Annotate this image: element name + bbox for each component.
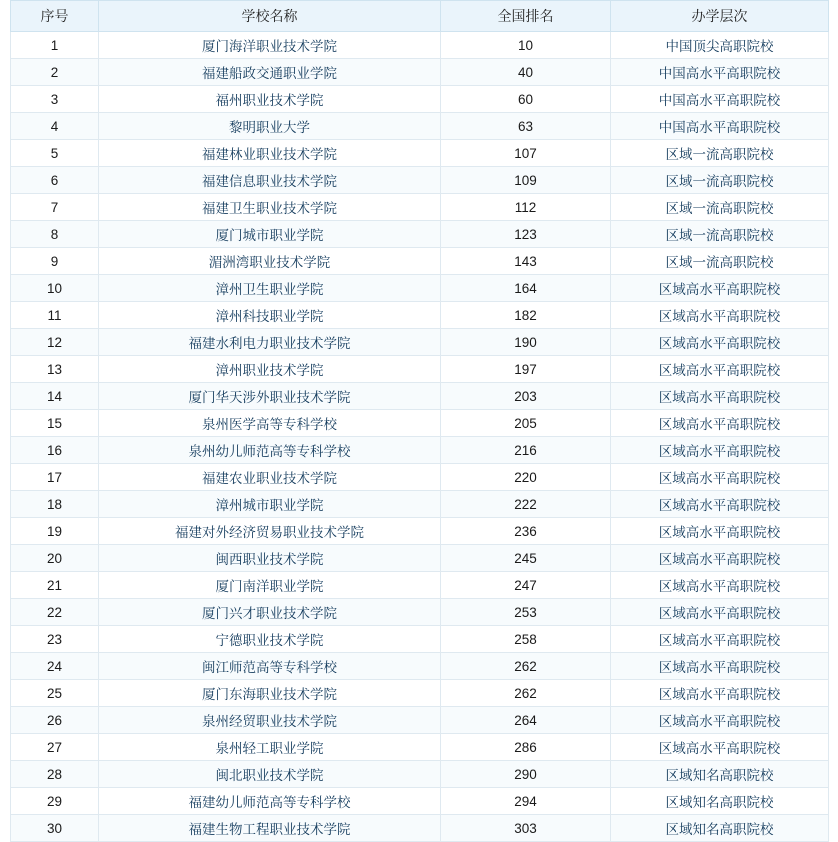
cell-school-name: 泉州幼儿师范高等专科学校 (99, 437, 441, 464)
cell-school-name: 漳州城市职业学院 (99, 491, 441, 518)
cell-national-rank: 63 (441, 113, 611, 140)
table-row (11, 275, 829, 302)
cell-level: 区域高水平高职院校 (611, 680, 829, 707)
cell-level: 区域高水平高职院校 (611, 599, 829, 626)
cell-index: 2 (11, 59, 99, 86)
table-row (11, 815, 829, 842)
cell-national-rank: 190 (441, 329, 611, 356)
cell-school-name: 湄洲湾职业技术学院 (99, 248, 441, 275)
cell-national-rank: 123 (441, 221, 611, 248)
cell-national-rank: 164 (441, 275, 611, 302)
cell-national-rank: 303 (441, 815, 611, 842)
cell-school-name: 厦门海洋职业技术学院 (99, 32, 441, 59)
cell-school-name: 厦门南洋职业学院 (99, 572, 441, 599)
cell-index: 6 (11, 167, 99, 194)
cell-national-rank: 264 (441, 707, 611, 734)
cell-national-rank: 143 (441, 248, 611, 275)
table-row (11, 734, 829, 761)
column-header-level: 办学层次 (611, 1, 829, 32)
cell-level: 区域一流高职院校 (611, 140, 829, 167)
cell-school-name: 闽江师范高等专科学校 (99, 653, 441, 680)
table-row (11, 545, 829, 572)
cell-level: 区域知名高职院校 (611, 815, 829, 842)
cell-national-rank: 10 (441, 32, 611, 59)
cell-national-rank: 245 (441, 545, 611, 572)
cell-school-name: 泉州轻工职业学院 (99, 734, 441, 761)
cell-national-rank: 222 (441, 491, 611, 518)
table-row (11, 140, 829, 167)
cell-index: 26 (11, 707, 99, 734)
cell-index: 15 (11, 410, 99, 437)
table-row (11, 86, 829, 113)
cell-national-rank: 112 (441, 194, 611, 221)
table-row (11, 356, 829, 383)
cell-index: 17 (11, 464, 99, 491)
table-row (11, 491, 829, 518)
table-row (11, 518, 829, 545)
table-row (11, 59, 829, 86)
cell-national-rank: 236 (441, 518, 611, 545)
ranking-table (10, 0, 829, 842)
cell-school-name: 闽北职业技术学院 (99, 761, 441, 788)
table-header (11, 1, 829, 32)
cell-school-name: 福建水利电力职业技术学院 (99, 329, 441, 356)
cell-level: 区域高水平高职院校 (611, 410, 829, 437)
table-row (11, 248, 829, 275)
cell-level: 区域高水平高职院校 (611, 491, 829, 518)
cell-index: 5 (11, 140, 99, 167)
cell-level: 区域高水平高职院校 (611, 572, 829, 599)
cell-index: 30 (11, 815, 99, 842)
cell-national-rank: 258 (441, 626, 611, 653)
cell-index: 7 (11, 194, 99, 221)
cell-level: 区域高水平高职院校 (611, 626, 829, 653)
cell-school-name: 福建林业职业技术学院 (99, 140, 441, 167)
cell-level: 区域一流高职院校 (611, 167, 829, 194)
cell-school-name: 福建幼儿师范高等专科学校 (99, 788, 441, 815)
cell-national-rank: 109 (441, 167, 611, 194)
cell-index: 12 (11, 329, 99, 356)
cell-national-rank: 107 (441, 140, 611, 167)
table-row (11, 572, 829, 599)
cell-national-rank: 262 (441, 653, 611, 680)
table-row (11, 626, 829, 653)
table-row (11, 680, 829, 707)
table-row (11, 788, 829, 815)
cell-index: 28 (11, 761, 99, 788)
cell-school-name: 福建生物工程职业技术学院 (99, 815, 441, 842)
cell-index: 8 (11, 221, 99, 248)
cell-level: 区域高水平高职院校 (611, 464, 829, 491)
cell-school-name: 黎明职业大学 (99, 113, 441, 140)
table-row (11, 464, 829, 491)
cell-level: 区域高水平高职院校 (611, 734, 829, 761)
cell-school-name: 厦门华天涉外职业技术学院 (99, 383, 441, 410)
cell-national-rank: 182 (441, 302, 611, 329)
cell-school-name: 泉州医学高等专科学校 (99, 410, 441, 437)
cell-index: 19 (11, 518, 99, 545)
cell-national-rank: 216 (441, 437, 611, 464)
table-row (11, 437, 829, 464)
cell-school-name: 漳州科技职业学院 (99, 302, 441, 329)
table-row (11, 302, 829, 329)
table-row (11, 761, 829, 788)
cell-index: 25 (11, 680, 99, 707)
cell-national-rank: 60 (441, 86, 611, 113)
cell-national-rank: 294 (441, 788, 611, 815)
cell-level: 中国高水平高职院校 (611, 59, 829, 86)
cell-index: 10 (11, 275, 99, 302)
table-body (11, 32, 829, 842)
cell-level: 区域高水平高职院校 (611, 518, 829, 545)
table-row (11, 653, 829, 680)
cell-level: 区域高水平高职院校 (611, 545, 829, 572)
cell-level: 区域高水平高职院校 (611, 329, 829, 356)
cell-level: 区域高水平高职院校 (611, 437, 829, 464)
table-row (11, 113, 829, 140)
cell-national-rank: 197 (441, 356, 611, 383)
table-row (11, 221, 829, 248)
cell-level: 区域高水平高职院校 (611, 383, 829, 410)
cell-school-name: 厦门兴才职业技术学院 (99, 599, 441, 626)
cell-level: 区域高水平高职院校 (611, 275, 829, 302)
cell-index: 29 (11, 788, 99, 815)
cell-level: 区域一流高职院校 (611, 248, 829, 275)
cell-school-name: 泉州经贸职业技术学院 (99, 707, 441, 734)
cell-school-name: 厦门东海职业技术学院 (99, 680, 441, 707)
table-row (11, 599, 829, 626)
table-row (11, 329, 829, 356)
cell-level: 区域高水平高职院校 (611, 356, 829, 383)
cell-school-name: 闽西职业技术学院 (99, 545, 441, 572)
cell-level: 区域高水平高职院校 (611, 653, 829, 680)
cell-index: 4 (11, 113, 99, 140)
cell-index: 13 (11, 356, 99, 383)
cell-school-name: 福建卫生职业技术学院 (99, 194, 441, 221)
cell-index: 18 (11, 491, 99, 518)
cell-national-rank: 205 (441, 410, 611, 437)
cell-index: 23 (11, 626, 99, 653)
table-row (11, 32, 829, 59)
cell-index: 20 (11, 545, 99, 572)
cell-index: 3 (11, 86, 99, 113)
table-row (11, 410, 829, 437)
column-header-school-name: 学校名称 (99, 1, 441, 32)
cell-level: 中国高水平高职院校 (611, 113, 829, 140)
cell-index: 9 (11, 248, 99, 275)
column-header-index: 序号 (11, 1, 99, 32)
cell-school-name: 漳州职业技术学院 (99, 356, 441, 383)
cell-level: 区域知名高职院校 (611, 761, 829, 788)
table-row (11, 707, 829, 734)
cell-level: 区域一流高职院校 (611, 221, 829, 248)
cell-school-name: 宁德职业技术学院 (99, 626, 441, 653)
table-header-row (11, 1, 829, 32)
cell-index: 24 (11, 653, 99, 680)
cell-national-rank: 40 (441, 59, 611, 86)
cell-national-rank: 290 (441, 761, 611, 788)
column-header-national-rank: 全国排名 (441, 1, 611, 32)
cell-school-name: 福建对外经济贸易职业技术学院 (99, 518, 441, 545)
cell-national-rank: 220 (441, 464, 611, 491)
cell-school-name: 福建船政交通职业学院 (99, 59, 441, 86)
cell-level: 区域高水平高职院校 (611, 302, 829, 329)
cell-index: 21 (11, 572, 99, 599)
cell-index: 14 (11, 383, 99, 410)
cell-index: 27 (11, 734, 99, 761)
cell-index: 22 (11, 599, 99, 626)
cell-national-rank: 262 (441, 680, 611, 707)
cell-level: 中国高水平高职院校 (611, 86, 829, 113)
cell-school-name: 福建农业职业技术学院 (99, 464, 441, 491)
cell-school-name: 厦门城市职业学院 (99, 221, 441, 248)
cell-school-name: 漳州卫生职业学院 (99, 275, 441, 302)
cell-national-rank: 286 (441, 734, 611, 761)
cell-national-rank: 203 (441, 383, 611, 410)
cell-index: 1 (11, 32, 99, 59)
cell-level: 区域知名高职院校 (611, 788, 829, 815)
table-row (11, 383, 829, 410)
cell-level: 区域高水平高职院校 (611, 707, 829, 734)
cell-level: 区域一流高职院校 (611, 194, 829, 221)
cell-national-rank: 253 (441, 599, 611, 626)
table-row (11, 194, 829, 221)
cell-index: 16 (11, 437, 99, 464)
table-row (11, 167, 829, 194)
cell-level: 中国顶尖高职院校 (611, 32, 829, 59)
cell-index: 11 (11, 302, 99, 329)
cell-school-name: 福州职业技术学院 (99, 86, 441, 113)
cell-national-rank: 247 (441, 572, 611, 599)
cell-school-name: 福建信息职业技术学院 (99, 167, 441, 194)
